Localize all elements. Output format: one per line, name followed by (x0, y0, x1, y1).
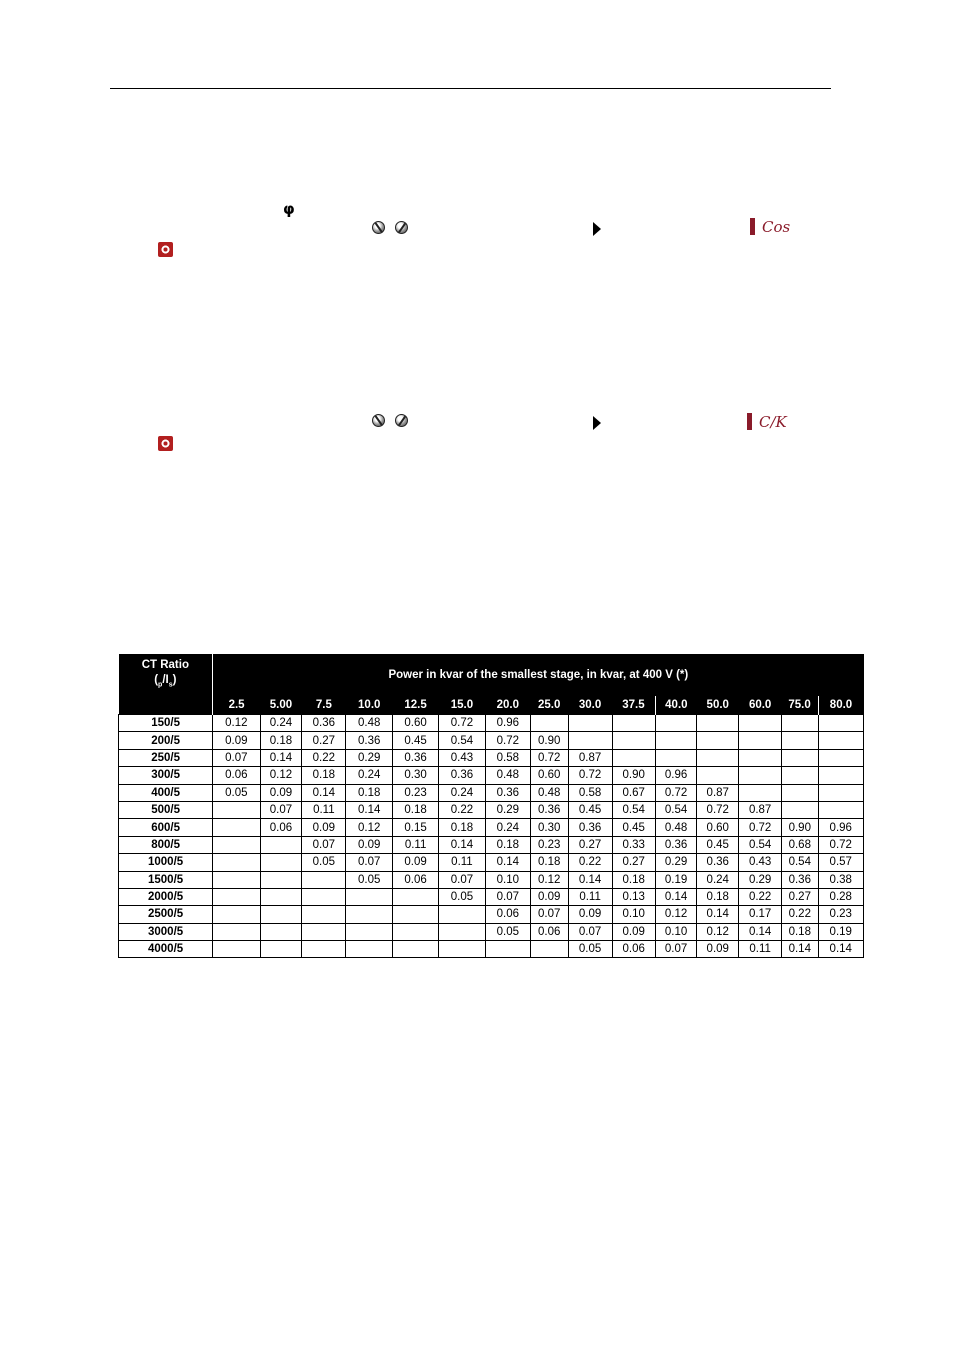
ct-ratio-cell: 1500/5 (119, 871, 213, 888)
table-row (119, 784, 864, 801)
table-cell (213, 906, 260, 923)
table-cell (739, 767, 782, 784)
table-cell (346, 923, 393, 940)
table-cell: 0.15 (393, 819, 439, 836)
column-header: 12.5 (393, 696, 439, 715)
table-cell (260, 923, 302, 940)
table-row (119, 836, 864, 853)
table-cell: 0.27 (612, 854, 655, 871)
table-row (119, 871, 864, 888)
table-cell: 0.07 (346, 854, 393, 871)
ct-ratio-cell: 200/5 (119, 732, 213, 749)
table-cell: 0.12 (530, 871, 568, 888)
table-cell (818, 784, 864, 801)
table-cell (782, 767, 818, 784)
column-header: 75.0 (782, 696, 818, 715)
table-cell: 0.36 (530, 801, 568, 818)
table-cell (739, 749, 782, 766)
table-cell (260, 854, 302, 871)
table-cell: 0.72 (655, 784, 696, 801)
column-header: 20.0 (485, 696, 530, 715)
table-cell (213, 819, 260, 836)
ct-ratio-cell: 150/5 (119, 715, 213, 732)
table-cell (213, 836, 260, 853)
table-cell: 0.27 (302, 732, 346, 749)
table-cell: 0.24 (485, 819, 530, 836)
table-cell (782, 715, 818, 732)
table-cell (782, 749, 818, 766)
table-cell (697, 732, 739, 749)
table-cell (260, 906, 302, 923)
table-cell (739, 715, 782, 732)
table-row (119, 715, 864, 732)
table-cell: 0.13 (612, 888, 655, 905)
table-cell (302, 906, 346, 923)
table-row (119, 801, 864, 818)
table-cell: 0.30 (393, 767, 439, 784)
table-cell (213, 923, 260, 940)
table-cell: 0.54 (655, 801, 696, 818)
table-cell: 0.18 (439, 819, 486, 836)
table-cell: 0.06 (530, 923, 568, 940)
table-cell: 0.05 (568, 941, 612, 958)
table-cell: 0.72 (530, 749, 568, 766)
table-cell: 0.14 (782, 941, 818, 958)
table-cell: 0.45 (568, 801, 612, 818)
ct-ratio-cell: 250/5 (119, 749, 213, 766)
display-marker-icon (750, 218, 755, 235)
knob-icon (395, 414, 408, 427)
table-cell (697, 715, 739, 732)
table-cell: 0.43 (739, 854, 782, 871)
column-header: 30.0 (568, 696, 612, 715)
table-cell (302, 923, 346, 940)
table-cell (302, 941, 346, 958)
table-cell: 0.27 (568, 836, 612, 853)
table-cell: 0.14 (302, 784, 346, 801)
table-cell: 0.14 (655, 888, 696, 905)
table-cell (213, 941, 260, 958)
ct-ratio-header (119, 654, 213, 696)
table-cell: 0.07 (213, 749, 260, 766)
table-cell: 0.18 (530, 854, 568, 871)
table-cell: 0.06 (393, 871, 439, 888)
table-cell: 0.05 (485, 923, 530, 940)
table-cell: 0.11 (302, 801, 346, 818)
column-header: 60.0 (739, 696, 782, 715)
table-cell: 0.22 (782, 906, 818, 923)
table-cell: 0.11 (568, 888, 612, 905)
table-cell (393, 941, 439, 958)
table-row (119, 854, 864, 871)
table-cell (260, 836, 302, 853)
table-cell (346, 906, 393, 923)
column-header: 7.5 (302, 696, 346, 715)
column-header: 5.00 (260, 696, 302, 715)
table-cell (260, 941, 302, 958)
table-cell: 0.48 (655, 819, 696, 836)
table-cell: 0.07 (655, 941, 696, 958)
table-cell: 0.22 (302, 749, 346, 766)
table-cell: 0.96 (485, 715, 530, 732)
table-cell: 0.36 (655, 836, 696, 853)
table-cell: 0.36 (697, 854, 739, 871)
table-row (119, 732, 864, 749)
table-cell (439, 923, 486, 940)
table-header-row (119, 654, 864, 696)
table-cell (213, 871, 260, 888)
table-cell: 0.45 (697, 836, 739, 853)
table-cell: 0.06 (213, 767, 260, 784)
table-cell (213, 801, 260, 818)
table-cell: 0.09 (612, 923, 655, 940)
table-cell: 0.12 (260, 767, 302, 784)
table-cell: 0.18 (260, 732, 302, 749)
table-cell: 0.23 (530, 836, 568, 853)
column-header: 80.0 (818, 696, 864, 715)
arrow-right-icon (593, 416, 601, 430)
ct-ratio-cell: 2000/5 (119, 888, 213, 905)
table-cell: 0.05 (213, 784, 260, 801)
table-cell: 0.06 (485, 906, 530, 923)
table-cell: 0.54 (612, 801, 655, 818)
ct-ratio-cell: 500/5 (119, 801, 213, 818)
table-cell: 0.18 (393, 801, 439, 818)
table-cell: 0.11 (739, 941, 782, 958)
table-cell: 0.18 (697, 888, 739, 905)
column-header-row (119, 696, 864, 715)
table-cell: 0.48 (530, 784, 568, 801)
table-cell: 0.24 (439, 784, 486, 801)
table-cell (260, 871, 302, 888)
table-cell: 0.48 (346, 715, 393, 732)
table-cell: 0.07 (530, 906, 568, 923)
ct-ratio-cell: 400/5 (119, 784, 213, 801)
table-cell: 0.09 (346, 836, 393, 853)
table-cell: 0.38 (818, 871, 864, 888)
table-cell: 0.60 (393, 715, 439, 732)
ct-ratio-cell: 3000/5 (119, 923, 213, 940)
table-cell: 0.43 (439, 749, 486, 766)
table-cell (393, 906, 439, 923)
table-cell: 0.72 (439, 715, 486, 732)
table-cell: 0.09 (530, 888, 568, 905)
table-cell (655, 732, 696, 749)
table-cell (213, 854, 260, 871)
table-cell (485, 941, 530, 958)
table-cell: 0.09 (697, 941, 739, 958)
table-cell: 0.18 (302, 767, 346, 784)
table-cell: 0.72 (818, 836, 864, 853)
table-cell: 0.07 (568, 923, 612, 940)
table-cell (439, 906, 486, 923)
table-cell: 0.05 (346, 871, 393, 888)
table-cell: 0.87 (568, 749, 612, 766)
table-cell (818, 749, 864, 766)
display-cos-text: Cos (762, 218, 791, 236)
table-cell: 0.05 (439, 888, 486, 905)
table-cell (530, 941, 568, 958)
table-cell (697, 749, 739, 766)
table-cell: 0.45 (612, 819, 655, 836)
table-cell: 0.07 (302, 836, 346, 853)
table-cell: 0.12 (697, 923, 739, 940)
column-header: 37.5 (612, 696, 655, 715)
table-cell: 0.07 (485, 888, 530, 905)
table-cell (612, 715, 655, 732)
table-cell (530, 715, 568, 732)
phi-symbol: φ (283, 200, 295, 218)
table-cell: 0.22 (739, 888, 782, 905)
table-row (119, 767, 864, 784)
table-cell (568, 732, 612, 749)
table-cell: 0.27 (782, 888, 818, 905)
table-cell: 0.96 (655, 767, 696, 784)
table-cell: 0.68 (782, 836, 818, 853)
table-cell: 0.05 (302, 854, 346, 871)
ct-ratio-cell: 800/5 (119, 836, 213, 853)
table-cell: 0.72 (697, 801, 739, 818)
table-row (119, 906, 864, 923)
table-cell: 0.10 (612, 906, 655, 923)
table-cell (393, 923, 439, 940)
table-cell (655, 715, 696, 732)
table-cell (302, 888, 346, 905)
column-header: 15.0 (439, 696, 486, 715)
table-cell: 0.14 (346, 801, 393, 818)
ct-ratio-cell: 1000/5 (119, 854, 213, 871)
table-cell: 0.29 (346, 749, 393, 766)
table-cell: 0.90 (530, 732, 568, 749)
table-cell: 0.06 (260, 819, 302, 836)
ct-ratio-subtitle: $(_p/I_s)$ (154, 673, 177, 689)
table-cell: 0.17 (739, 906, 782, 923)
display-ck (747, 413, 787, 431)
table-cell: 0.14 (439, 836, 486, 853)
power-heading: Power in kvar of the smallest stage, in kvar, at 400 V (*) (213, 654, 864, 696)
table-cell: 0.14 (485, 854, 530, 871)
table-cell: 0.12 (655, 906, 696, 923)
table-cell (782, 784, 818, 801)
table-cell: 0.06 (612, 941, 655, 958)
table-cell: 0.29 (485, 801, 530, 818)
column-header: 25.0 (530, 696, 568, 715)
table-cell (818, 715, 864, 732)
table-cell: 0.24 (260, 715, 302, 732)
column-header: 2.5 (213, 696, 260, 715)
table-cell: 0.09 (260, 784, 302, 801)
table-cell: 0.58 (568, 784, 612, 801)
table-cell: 0.12 (346, 819, 393, 836)
table-cell: 0.36 (568, 819, 612, 836)
table-cell: 0.22 (568, 854, 612, 871)
table-cell (260, 888, 302, 905)
ct-ratio-table (118, 654, 864, 958)
table-cell (818, 767, 864, 784)
table-cell: 0.87 (739, 801, 782, 818)
table-cell: 0.18 (612, 871, 655, 888)
table-cell (439, 941, 486, 958)
table-cell: 0.36 (782, 871, 818, 888)
table-cell (302, 871, 346, 888)
enter-button-icon (158, 242, 173, 257)
table-cell (818, 801, 864, 818)
table-cell: 0.48 (485, 767, 530, 784)
table-cell (568, 715, 612, 732)
table-row (119, 888, 864, 905)
display-cos (750, 218, 790, 236)
table-cell: 0.11 (393, 836, 439, 853)
table-cell: 0.19 (655, 871, 696, 888)
table-row (119, 819, 864, 836)
table-cell: 0.10 (655, 923, 696, 940)
table-cell: 0.90 (612, 767, 655, 784)
table-cell (612, 749, 655, 766)
table-cell: 0.18 (485, 836, 530, 853)
column-header: 40.0 (655, 696, 696, 715)
table-cell: 0.90 (782, 819, 818, 836)
table-cell: 0.09 (568, 906, 612, 923)
corner-spacer (119, 696, 213, 715)
knob-icon (372, 414, 385, 427)
table-cell: 0.07 (439, 871, 486, 888)
table-cell: 0.36 (346, 732, 393, 749)
enter-button-icon (158, 436, 173, 451)
table-cell: 0.29 (655, 854, 696, 871)
table-cell: 0.24 (697, 871, 739, 888)
table-cell (612, 732, 655, 749)
table-cell: 0.33 (612, 836, 655, 853)
table-cell (346, 941, 393, 958)
table-cell: 0.23 (818, 906, 864, 923)
table-cell: 0.18 (346, 784, 393, 801)
table-cell: 0.14 (818, 941, 864, 958)
table-cell: 0.87 (697, 784, 739, 801)
display-marker-icon (747, 413, 752, 430)
table-cell: 0.09 (213, 732, 260, 749)
table-cell: 0.36 (393, 749, 439, 766)
table-cell: 0.36 (302, 715, 346, 732)
table-cell: 0.57 (818, 854, 864, 871)
table-cell: 0.23 (393, 784, 439, 801)
table-cell: 0.96 (818, 819, 864, 836)
table-cell (818, 732, 864, 749)
table-cell: 0.14 (260, 749, 302, 766)
table-cell: 0.22 (439, 801, 486, 818)
display-ck-text: C/K (759, 413, 787, 431)
table-cell: 0.54 (439, 732, 486, 749)
table-cell (346, 888, 393, 905)
table-cell: 0.30 (530, 819, 568, 836)
column-header: 10.0 (346, 696, 393, 715)
table-cell: 0.60 (697, 819, 739, 836)
ct-ratio-cell: 4000/5 (119, 941, 213, 958)
header-rule (110, 88, 831, 89)
arrow-right-icon (593, 222, 601, 236)
table-cell: 0.36 (439, 767, 486, 784)
table-cell: 0.45 (393, 732, 439, 749)
table-cell (739, 784, 782, 801)
table-cell (213, 888, 260, 905)
table-cell: 0.19 (818, 923, 864, 940)
ct-ratio-cell: 2500/5 (119, 906, 213, 923)
table-cell (739, 732, 782, 749)
column-header: 50.0 (697, 696, 739, 715)
ct-ratio-cell: 600/5 (119, 819, 213, 836)
table-cell: 0.14 (568, 871, 612, 888)
table-cell: 0.72 (568, 767, 612, 784)
table-cell: 0.14 (739, 923, 782, 940)
table-cell: 0.12 (213, 715, 260, 732)
table-cell: 0.09 (393, 854, 439, 871)
table-cell: 0.11 (439, 854, 486, 871)
table-row (119, 923, 864, 940)
table-cell: 0.10 (485, 871, 530, 888)
table-cell: 0.54 (739, 836, 782, 853)
table-cell: 0.60 (530, 767, 568, 784)
table-cell: 0.07 (260, 801, 302, 818)
ct-ratio-title: CT Ratio (141, 658, 189, 671)
table-row (119, 749, 864, 766)
table-cell: 0.72 (739, 819, 782, 836)
table-cell: 0.54 (782, 854, 818, 871)
knob-icon (372, 221, 385, 234)
table-cell: 0.58 (485, 749, 530, 766)
knob-icon (395, 221, 408, 234)
table-cell: 0.29 (739, 871, 782, 888)
table-cell (393, 888, 439, 905)
table-cell (697, 767, 739, 784)
table-cell: 0.18 (782, 923, 818, 940)
table-cell: 0.14 (697, 906, 739, 923)
ct-ratio-cell: 300/5 (119, 767, 213, 784)
table-cell: 0.67 (612, 784, 655, 801)
table-cell: 0.28 (818, 888, 864, 905)
table-cell (782, 801, 818, 818)
table-row (119, 941, 864, 958)
table-cell: 0.24 (346, 767, 393, 784)
table-cell: 0.72 (485, 732, 530, 749)
table-cell (782, 732, 818, 749)
table-cell: 0.36 (485, 784, 530, 801)
table-cell (655, 749, 696, 766)
table-cell: 0.09 (302, 819, 346, 836)
